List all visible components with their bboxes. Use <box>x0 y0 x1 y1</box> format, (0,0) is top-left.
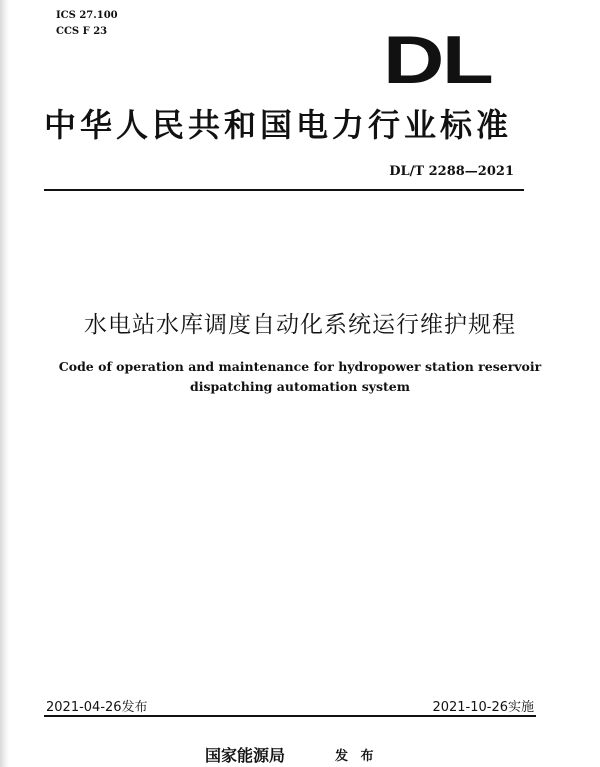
publisher-name: 国家能源局 <box>205 746 286 765</box>
organization-title: 中华人民共和国电力行业标准 <box>44 106 513 144</box>
standard-number: DL/T 2288—2021 <box>389 164 514 179</box>
bottom-divider <box>44 715 536 717</box>
document-title-english <box>0 357 600 397</box>
classification-codes <box>56 8 118 40</box>
top-divider <box>44 189 524 191</box>
ics-code: ICS 27.100 <box>56 10 118 21</box>
publisher-action: 发 布 <box>335 749 378 764</box>
english-title-line-2: dispatching automation system <box>190 379 410 394</box>
english-title-line-1: Code of operation and maintenance for hydropower station reservoir <box>58 359 542 374</box>
document-title-chinese: 水电站水库调度自动化系统运行维护规程 <box>84 312 516 338</box>
issue-date: 2021-04-26发布 <box>46 700 148 715</box>
implementation-date: 2021-10-26实施 <box>432 700 534 715</box>
dl-logo: DL <box>383 22 492 98</box>
ccs-code: CCS F 23 <box>56 26 108 37</box>
